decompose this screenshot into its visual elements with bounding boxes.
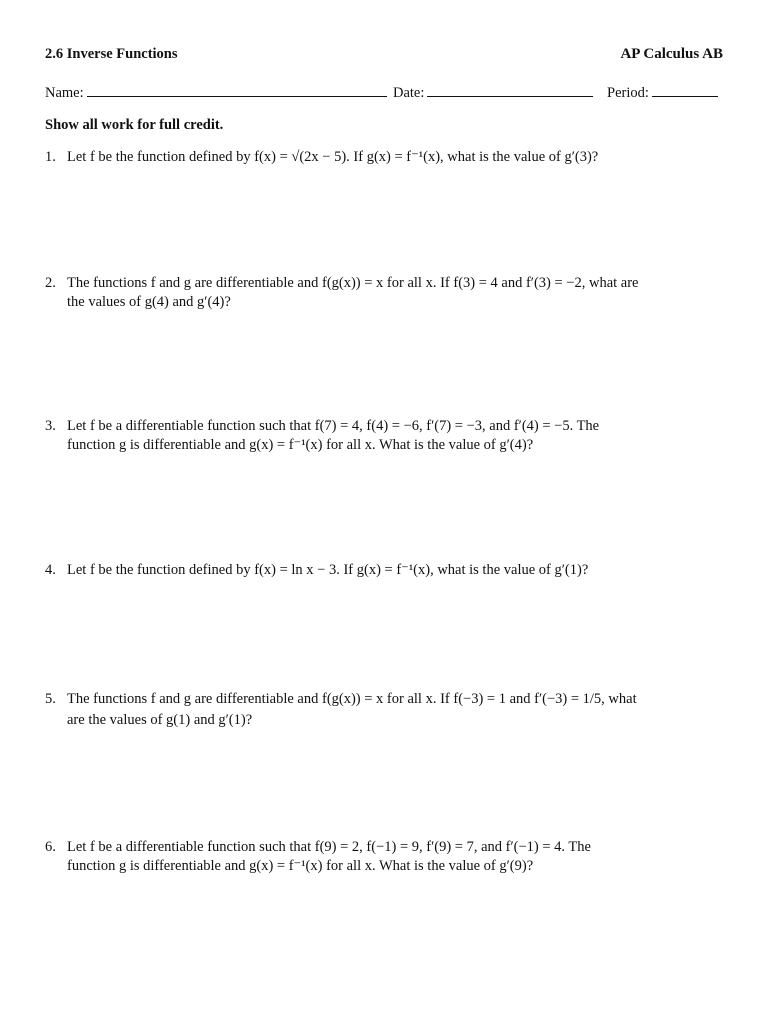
problem-number: 1.	[45, 149, 56, 165]
problem-3	[45, 417, 723, 455]
period-label: Period:	[607, 85, 649, 101]
problem-number: 2.	[45, 275, 56, 291]
problem-text: The functions f and g are differentiable and f(g(x)) = x for all x. If f(3) = 4 and f′(3) = −2, what are	[67, 275, 639, 291]
date-label: Date:	[393, 85, 425, 101]
problem-number: 4.	[45, 562, 56, 578]
date-blank	[427, 82, 593, 97]
problem-5	[45, 690, 723, 730]
problem-text: Let f be the function defined by f(x) = √(2x − 5). If g(x) = f⁻¹(x), what is the value of g′(3)?	[67, 149, 599, 165]
date-field-group	[393, 82, 593, 102]
course-name: AP Calculus AB	[620, 46, 723, 62]
worksheet-page	[45, 0, 723, 1024]
problem-text: Let f be a differentiable function such that f(7) = 4, f(4) = −6, f′(7) = −3, and f′(4) = −5. The	[67, 418, 600, 434]
problem-number: 3.	[45, 418, 56, 434]
problem-text-continued: function g is differentiable and g(x) = f⁻¹(x) for all x. What is the value of g′(9)?	[67, 858, 534, 874]
problem-text: Let f be a differentiable function such that f(9) = 2, f(−1) = 9, f′(9) = 7, and f′(−1) = 4. The	[67, 839, 591, 855]
problem-text-continued: the values of g(4) and g′(4)?	[67, 294, 231, 310]
name-label: Name:	[45, 85, 84, 101]
problem-number: 5.	[45, 691, 56, 707]
problem-text-continued: function g is differentiable and g(x) = f⁻¹(x) for all x. What is the value of g′(4)?	[67, 437, 534, 453]
problem-text: The functions f and g are differentiable and f(g(x)) = x for all x. If f(−3) = 1 and f′(−3) = 1/5, what	[67, 691, 637, 707]
problem-number: 6.	[45, 839, 56, 855]
worksheet-title: 2.6 Inverse Functions	[45, 46, 178, 62]
instructions: Show all work for full credit.	[45, 117, 224, 133]
problem-1	[45, 148, 723, 167]
problem-4	[45, 561, 723, 580]
name-blank	[87, 82, 387, 97]
worksheet-header	[45, 46, 723, 66]
period-blank	[652, 82, 718, 97]
name-field-group	[45, 82, 387, 102]
problem-text-continued: are the values of g(1) and g′(1)?	[67, 712, 253, 728]
period-field-group	[607, 82, 718, 102]
problem-6	[45, 838, 723, 876]
student-info-line	[45, 82, 723, 104]
problem-text: Let f be the function defined by f(x) = ln x − 3. If g(x) = f⁻¹(x), what is the value of g′(1)?	[67, 562, 589, 578]
problem-2	[45, 274, 723, 312]
